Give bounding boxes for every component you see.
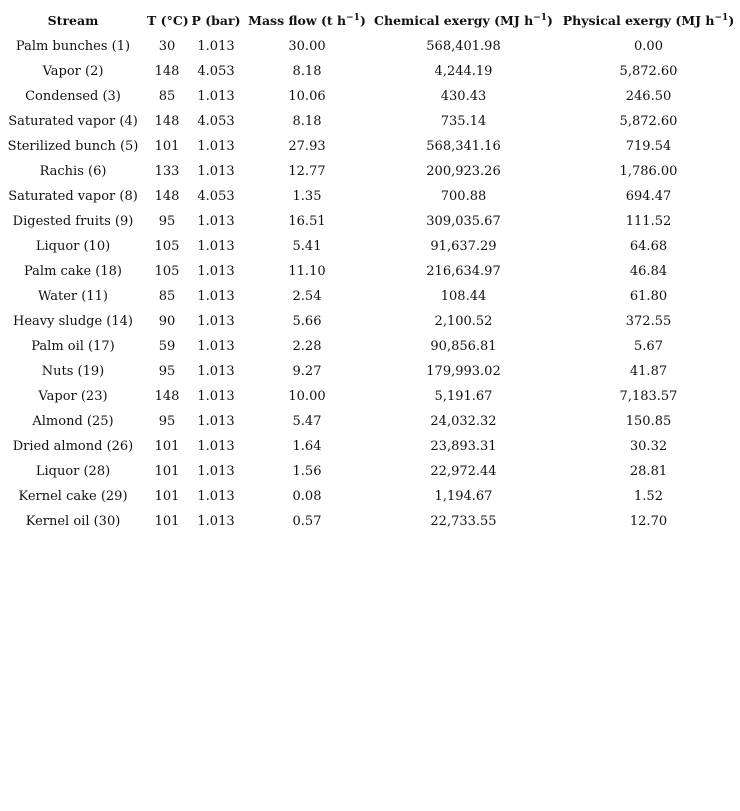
cell-chemical-exergy: 179,993.02 <box>426 364 501 379</box>
cell-temperature: 148 <box>154 389 180 404</box>
header-mass-flow: Mass flow (t $h^{-1}$) <box>248 12 366 28</box>
header-pressure: P (bar) <box>191 12 241 28</box>
cell-temperature: 95 <box>158 364 176 379</box>
cell-temperature: 101 <box>154 464 180 479</box>
cell-mass-flow: 30.00 <box>288 39 326 54</box>
cell-physical-exergy: 372.55 <box>625 314 672 329</box>
cell-mass-flow: 12.77 <box>288 164 326 179</box>
cell-pressure: 1.013 <box>197 39 235 54</box>
cell-chemical-exergy: 309,035.67 <box>426 214 501 229</box>
table-row <box>0 84 740 109</box>
cell-stream: Almond (25) <box>32 414 114 429</box>
cell-physical-exergy: 5,872.60 <box>619 64 678 79</box>
cell-chemical-exergy: 5,191.67 <box>434 389 493 404</box>
cell-temperature: 101 <box>154 439 180 454</box>
cell-chemical-exergy: 4,244.19 <box>434 64 493 79</box>
table-row <box>0 234 740 259</box>
cell-chemical-exergy: 2,100.52 <box>434 314 493 329</box>
header-row <box>0 6 740 34</box>
cell-pressure: 1.013 <box>197 139 235 154</box>
cell-pressure: 1.013 <box>197 464 235 479</box>
cell-temperature: 148 <box>154 189 180 204</box>
cell-chemical-exergy: 568,401.98 <box>426 39 501 54</box>
cell-physical-exergy: 7,183.57 <box>619 389 678 404</box>
cell-stream: Condensed (3) <box>25 89 121 104</box>
cell-stream: Nuts (19) <box>41 364 105 379</box>
cell-pressure: 1.013 <box>197 314 235 329</box>
table-row <box>0 184 740 209</box>
cell-chemical-exergy: 91,637.29 <box>430 239 497 254</box>
cell-mass-flow: 16.51 <box>288 214 326 229</box>
cell-stream: Vapor (23) <box>38 389 108 404</box>
cell-chemical-exergy: 22,972.44 <box>430 464 497 479</box>
cell-pressure: 1.013 <box>197 389 235 404</box>
cell-stream: Saturated vapor (8) <box>8 189 138 204</box>
cell-stream: Liquor (10) <box>35 239 111 254</box>
cell-physical-exergy: 5.67 <box>634 339 663 354</box>
table-body <box>0 34 740 534</box>
cell-stream: Saturated vapor (4) <box>8 114 138 129</box>
cell-pressure: 1.013 <box>197 364 235 379</box>
cell-temperature: 133 <box>154 164 180 179</box>
cell-chemical-exergy: 568,341.16 <box>426 139 501 154</box>
cell-physical-exergy: 41.87 <box>629 364 668 379</box>
cell-chemical-exergy: 22,733.55 <box>430 514 497 529</box>
cell-mass-flow: 2.54 <box>292 289 322 304</box>
cell-pressure: 4.053 <box>197 64 235 79</box>
cell-pressure: 1.013 <box>197 489 235 504</box>
table-row <box>0 34 740 59</box>
table-row <box>0 134 740 159</box>
cell-chemical-exergy: 90,856.81 <box>430 339 497 354</box>
cell-chemical-exergy: 23,893.31 <box>430 439 497 454</box>
header-chemical-exergy: Chemical exergy (MJ $h^{-1}$) <box>374 12 553 28</box>
cell-stream: Palm bunches (1) <box>15 39 131 54</box>
table-row <box>0 434 740 459</box>
cell-physical-exergy: 246.50 <box>625 89 672 104</box>
cell-physical-exergy: 150.85 <box>625 414 672 429</box>
cell-physical-exergy: 111.52 <box>625 214 672 229</box>
cell-physical-exergy: 46.84 <box>629 264 668 279</box>
cell-pressure: 1.013 <box>197 439 235 454</box>
cell-pressure: 1.013 <box>197 339 235 354</box>
cell-mass-flow: 8.18 <box>292 64 322 79</box>
cell-temperature: 30 <box>158 39 176 54</box>
cell-temperature: 105 <box>154 239 180 254</box>
table-row <box>0 59 740 84</box>
cell-temperature: 105 <box>154 264 180 279</box>
cell-physical-exergy: 12.70 <box>629 514 668 529</box>
cell-pressure: 1.013 <box>197 514 235 529</box>
table-row <box>0 259 740 284</box>
table-row <box>0 459 740 484</box>
cell-mass-flow: 10.06 <box>288 89 326 104</box>
cell-chemical-exergy: 200,923.26 <box>426 164 501 179</box>
table-row <box>0 509 740 534</box>
cell-pressure: 1.013 <box>197 239 235 254</box>
cell-mass-flow: 8.18 <box>292 114 322 129</box>
cell-mass-flow: 0.08 <box>292 489 322 504</box>
cell-mass-flow: 1.35 <box>292 189 322 204</box>
cell-pressure: 1.013 <box>197 264 235 279</box>
cell-physical-exergy: 1,786.00 <box>619 164 678 179</box>
cell-pressure: 1.013 <box>197 414 235 429</box>
cell-temperature: 101 <box>154 139 180 154</box>
cell-mass-flow: 27.93 <box>288 139 326 154</box>
table-row <box>0 309 740 334</box>
cell-stream: Palm oil (17) <box>31 339 115 354</box>
cell-stream: Water (11) <box>38 289 108 304</box>
table-row <box>0 209 740 234</box>
header-stream: Stream <box>47 12 99 28</box>
cell-temperature: 101 <box>154 489 180 504</box>
cell-temperature: 95 <box>158 214 176 229</box>
header-temperature: T (°C) <box>147 12 189 28</box>
cell-stream: Rachis (6) <box>39 164 107 179</box>
cell-mass-flow: 11.10 <box>288 264 326 279</box>
cell-physical-exergy: 719.54 <box>625 139 672 154</box>
cell-stream: Vapor (2) <box>42 64 104 79</box>
cell-temperature: 59 <box>158 339 176 354</box>
cell-pressure: 1.013 <box>197 289 235 304</box>
cell-temperature: 148 <box>154 114 180 129</box>
table-row <box>0 484 740 509</box>
cell-chemical-exergy: 735.14 <box>440 114 487 129</box>
cell-pressure: 4.053 <box>197 114 235 129</box>
table-row <box>0 284 740 309</box>
cell-pressure: 1.013 <box>197 164 235 179</box>
cell-chemical-exergy: 216,634.97 <box>426 264 501 279</box>
table-row <box>0 109 740 134</box>
table-header <box>0 6 740 34</box>
cell-mass-flow: 5.41 <box>292 239 322 254</box>
cell-mass-flow: 5.47 <box>292 414 322 429</box>
table-row <box>0 359 740 384</box>
cell-pressure: 4.053 <box>197 189 235 204</box>
header-physical-exergy: Physical exergy (MJ $h^{-1}$) <box>562 12 735 28</box>
cell-physical-exergy: 5,872.60 <box>619 114 678 129</box>
cell-physical-exergy: 30.32 <box>629 439 668 454</box>
cell-stream: Sterilized bunch (5) <box>7 139 139 154</box>
cell-stream: Kernel cake (29) <box>18 489 128 504</box>
cell-stream: Dried almond (26) <box>12 439 134 454</box>
cell-physical-exergy: 0.00 <box>634 39 663 54</box>
cell-physical-exergy: 28.81 <box>629 464 668 479</box>
cell-stream: Palm cake (18) <box>24 264 122 279</box>
cell-pressure: 1.013 <box>197 89 235 104</box>
table-row <box>0 159 740 184</box>
cell-chemical-exergy: 430.43 <box>440 89 487 104</box>
cell-pressure: 1.013 <box>197 214 235 229</box>
cell-chemical-exergy: 1,194.67 <box>434 489 493 504</box>
table-row <box>0 334 740 359</box>
cell-physical-exergy: 1.52 <box>634 489 663 504</box>
cell-stream: Digested fruits (9) <box>12 214 134 229</box>
cell-temperature: 85 <box>158 289 176 304</box>
cell-temperature: 101 <box>154 514 180 529</box>
cell-physical-exergy: 694.47 <box>625 189 672 204</box>
cell-stream: Kernel oil (30) <box>25 514 121 529</box>
cell-mass-flow: 0.57 <box>292 514 322 529</box>
cell-chemical-exergy: 24,032.32 <box>430 414 497 429</box>
cell-temperature: 90 <box>158 314 176 329</box>
cell-stream: Liquor (28) <box>35 464 111 479</box>
cell-mass-flow: 2.28 <box>292 339 322 354</box>
cell-mass-flow: 1.64 <box>292 439 322 454</box>
cell-mass-flow: 10.00 <box>288 389 326 404</box>
cell-mass-flow: 1.56 <box>292 464 322 479</box>
cell-temperature: 148 <box>154 64 180 79</box>
cell-temperature: 95 <box>158 414 176 429</box>
cell-mass-flow: 5.66 <box>292 314 322 329</box>
stream-exergy-table <box>0 6 740 534</box>
table-row <box>0 409 740 434</box>
cell-physical-exergy: 61.80 <box>629 289 668 304</box>
cell-stream: Heavy sludge (14) <box>13 314 133 329</box>
cell-temperature: 85 <box>158 89 176 104</box>
table-row <box>0 384 740 409</box>
cell-chemical-exergy: 108.44 <box>440 289 487 304</box>
cell-physical-exergy: 64.68 <box>629 239 668 254</box>
cell-mass-flow: 9.27 <box>292 364 322 379</box>
cell-chemical-exergy: 700.88 <box>440 189 487 204</box>
